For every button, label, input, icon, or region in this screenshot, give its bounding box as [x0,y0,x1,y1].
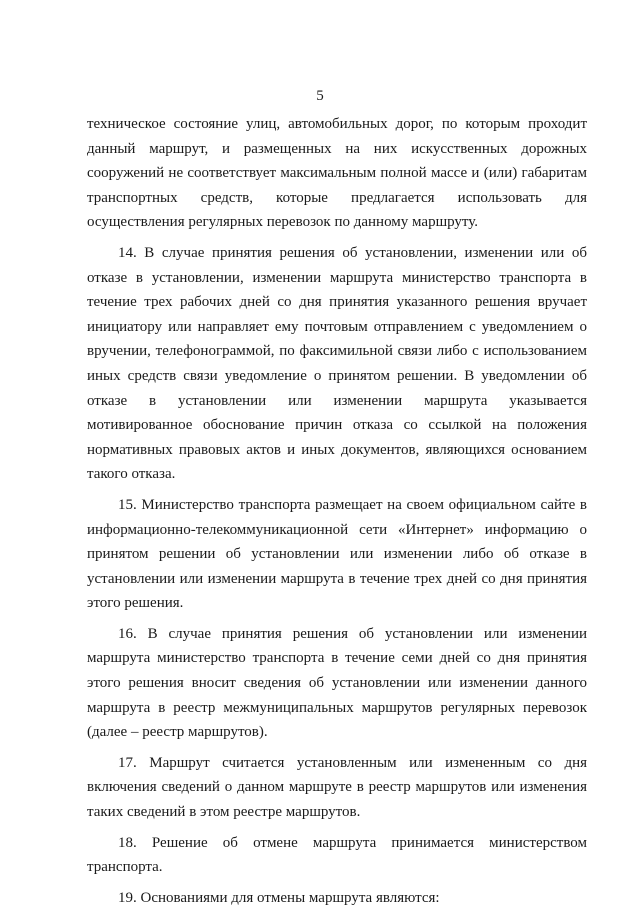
paragraph-16: 16. В случае принятия решения об установлении или изменении маршрута министерство транспорта в течение семи дней со дня принятия этого решения вносит сведения об установлении или изменении данного маршрута в реестр межмуниципальных маршрутов регулярных перевозок (далее – реестр маршрутов). [87,625,587,741]
paragraph-17: 17. Маршрут считается установленным или измененным со дня включения сведений о данном маршруте в реестр маршрутов или изменения таких сведений в этом реестре маршрутов. [87,754,587,821]
document-body [87,112,587,916]
paragraph-19: 19. Основаниями для отмены маршрута являются: [118,889,440,906]
paragraph-14: 14. В случае принятия решения об установлении, изменении или об отказе в установлении, изменении маршрута министерство транспорта в течение трех рабочих дней со дня принятия указанного решения вручает инициатору или направляет ему почтовым отправлением с уведомлением о вручении, телефонограммой, по факсимильной связи либо с использованием иных средств связи уведомление о принятом решении. В уведомлении об отказе в установлении или изменении маршрута указывается мотивированное обоснование причин отказа со ссылкой на положения нормативных правовых актов и иных документов, являющихся основанием такого отказа. [87,244,587,483]
paragraph-15: 15. Министерство транспорта размещает на своем официальном сайте в информационно-телекоммуникационной сети «Интернет» информацию о принятом решении об установлении или изменении либо об отказе в установлении или изменении маршрута в течение трех дней со дня принятия этого решения. [87,496,587,612]
paragraph-18: 18. Решение об отмене маршрута принимается министерством транспорта. [87,834,587,876]
paragraph-13-continuation: техническое состояние улиц, автомобильных дорог, по которым проходит данный маршрут, и размещенных на них искусственных дорожных сооружений не соответствует максимальным полной массе и (или) габаритам транспортных средств, которые предлагается использовать для осуществления регулярных перевозок по данному маршруту. [87,116,587,231]
page-number: 5 [316,88,324,104]
